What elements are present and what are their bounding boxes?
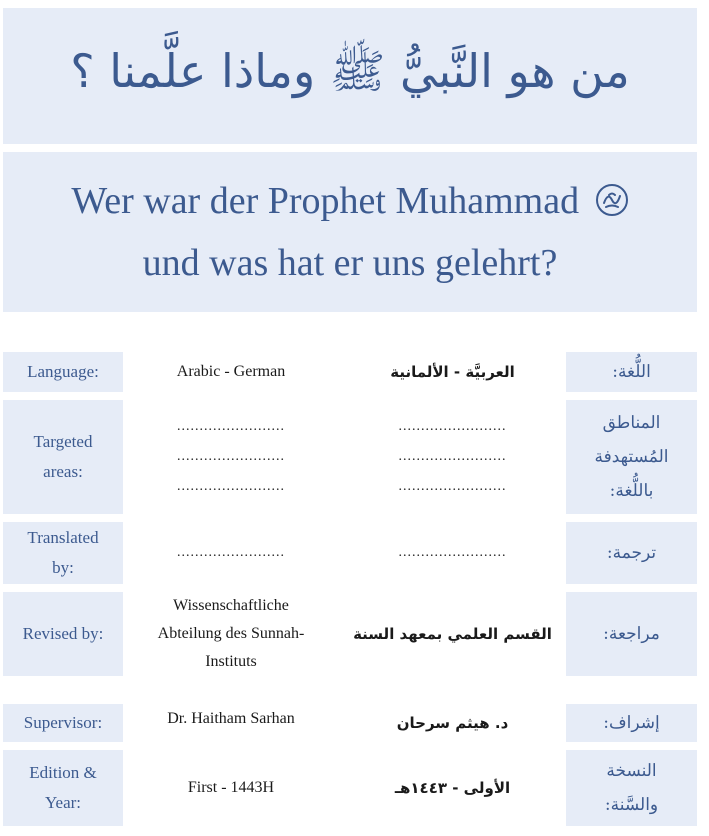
revised-by-value-en: Wissenschaftliche Abteilung des Sunnah- Instituts xyxy=(157,597,305,670)
blank-line: ........................ xyxy=(177,545,285,560)
edition-year-label-en: Edition & Year: xyxy=(3,750,123,826)
german-title-line-1: Wer war der Prophet Muhammad xyxy=(71,170,628,232)
supervisor-label-en: Supervisor: xyxy=(3,704,123,742)
supervisor-value-en: Dr. Haitham Sarhan xyxy=(167,710,295,727)
blank-line: ........................ xyxy=(177,479,285,494)
revised-by-value-ar: القسم العلمي بمعهد السنة xyxy=(353,625,552,643)
blank-line: ........................ xyxy=(177,419,285,434)
translated-by-label-en: Translated by: xyxy=(3,522,123,584)
salawat-seal-icon xyxy=(595,183,629,217)
edition-year-value-en: First - 1443H xyxy=(187,779,275,796)
supervisor-label-ar: إشراف: xyxy=(566,704,697,742)
supervisor-value-ar: د. هيثم سرحان xyxy=(396,714,509,732)
blank-line: ........................ xyxy=(177,449,285,464)
german-title-line-2: und was hat er uns gelehrt? xyxy=(142,242,558,284)
language-value-ar: العربيَّة - الألمانية xyxy=(390,363,515,381)
arabic-title-banner xyxy=(3,8,697,144)
translated-by-fill-ar xyxy=(345,522,560,584)
arabic-title: من هو النَّبيُّ ﷺ وماذا علَّمنا ؟ xyxy=(70,43,630,98)
revised-by-label-en: Revised by: xyxy=(3,592,123,676)
blank-line: ........................ xyxy=(398,479,507,494)
blank-line: ........................ xyxy=(398,545,507,560)
language-label-en: Language: xyxy=(3,352,123,392)
targeted-areas-label-ar: المناطق المُستهدفة باللُّغة: xyxy=(566,400,697,514)
edition-year-label-ar: النسخة والسَّنة: xyxy=(566,750,697,826)
translated-by-fill-en xyxy=(125,522,337,584)
blank-line: ........................ xyxy=(398,449,507,464)
targeted-areas-fill-en xyxy=(125,400,337,514)
targeted-areas-fill-ar xyxy=(345,400,560,514)
german-title-banner xyxy=(3,152,697,312)
edition-year-value-ar: الأولى - ١٤٤٣هـ xyxy=(394,779,511,797)
language-label-ar: اللُّغة: xyxy=(566,352,697,392)
targeted-areas-label-en: Targeted areas: xyxy=(3,400,123,514)
language-value-en: Arabic - German xyxy=(176,363,286,380)
blank-line: ........................ xyxy=(398,419,507,434)
translated-by-label-ar: ترجمة: xyxy=(566,522,697,584)
revised-by-label-ar: مراجعة: xyxy=(566,592,697,676)
